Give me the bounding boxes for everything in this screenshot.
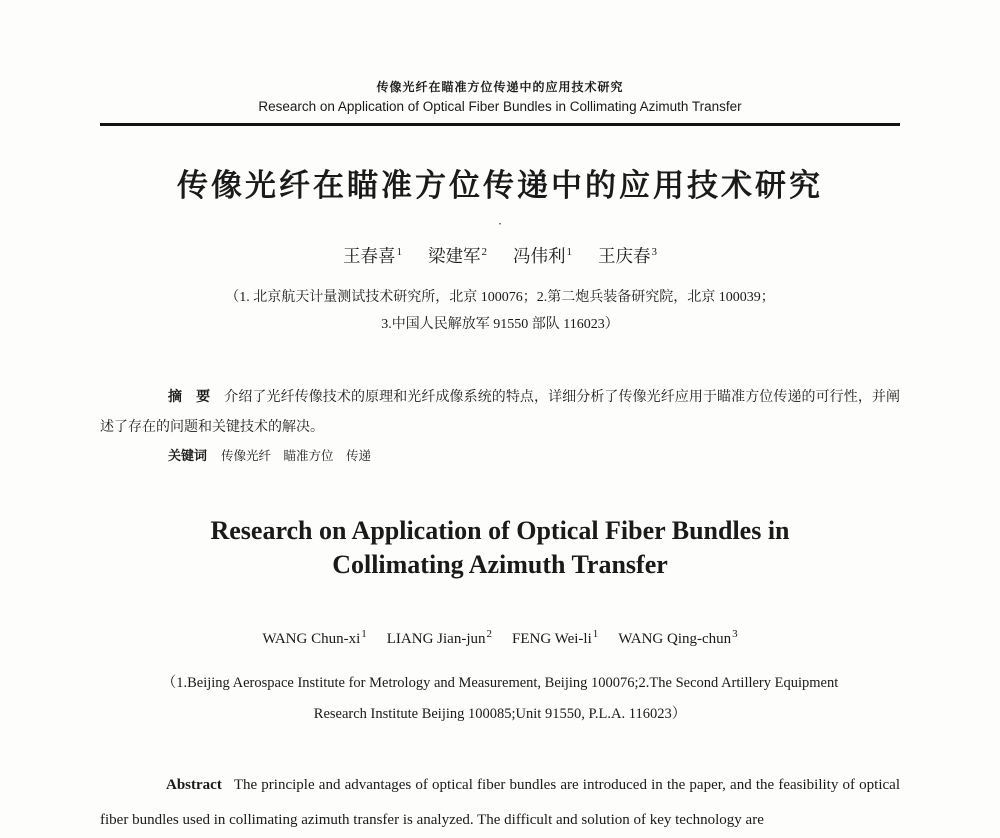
keywords-cn	[100, 445, 900, 464]
author-name: 冯伟利	[513, 246, 566, 266]
author-cn	[598, 246, 657, 266]
author-cn	[513, 246, 572, 266]
affiliation-en-line1: （1.Beijing Aerospace Institute for Metrology and Measurement, Beijing 100076;2.The Second Artillery Equipment	[161, 675, 839, 691]
author-sup: 3	[651, 246, 657, 259]
author-sup: 1	[361, 628, 367, 640]
affiliation-en-line2: Research Institute Beijing 100085;Unit 91550, P.L.A. 116023）	[313, 706, 687, 722]
author-name: FENG Wei-li	[511, 631, 592, 647]
paper-title-en	[100, 514, 900, 582]
authors-cn	[100, 243, 900, 268]
affiliation-cn-line1: （1. 北京航天计量测试技术研究所，北京 100076；2.第二炮兵装备研究院，北京 100039；	[225, 290, 775, 305]
affiliation-cn	[100, 284, 900, 338]
affiliation-cn-line2: 3.中国人民解放军 91550 部队 116023）	[381, 317, 619, 332]
paper-title-en-line2: Collimating Azimuth Transfer	[332, 550, 668, 579]
author-cn	[343, 246, 402, 266]
author-name: 王春喜	[343, 246, 396, 266]
author-name: WANG Chun-xi	[262, 631, 361, 647]
author-name: WANG Qing-chun	[618, 631, 732, 647]
author-sup: 1	[566, 246, 572, 259]
author-en	[511, 628, 599, 647]
abstract-cn-label: 摘 要	[168, 389, 211, 405]
author-sup: 2	[481, 246, 487, 259]
paper-title-cn: 传像光纤在瞄准方位传递中的应用技术研究	[177, 168, 823, 204]
keywords-label: 关键词	[168, 449, 208, 464]
header-rule	[100, 123, 900, 126]
paper-page	[100, 0, 900, 838]
author-sup: 3	[732, 628, 738, 640]
running-title-en: Research on Application of Optical Fiber Bundles in Collimating Azimuth Transfer	[258, 99, 742, 114]
running-head	[100, 78, 900, 114]
author-sup: 2	[486, 628, 492, 640]
author-en	[262, 628, 367, 647]
running-title-cn: 传像光纤在瞄准方位传递中的应用技术研究	[376, 80, 624, 94]
abstract-en-label: Abstract	[166, 777, 222, 793]
paper-title-en-line1: Research on Application of Optical Fiber Bundles in	[210, 516, 790, 545]
author-en	[386, 628, 492, 647]
abstract-en-text: The principle and advantages of optical fiber bundles are introduced in the paper, and the feasibility of optical fiber bundles used in collimating azimuth transfer is analyzed. The difficult and solution of key technology are	[100, 777, 900, 828]
title-dot: ·	[497, 216, 503, 231]
keywords-text: 传像光纤 瞄准方位 传递	[221, 449, 372, 463]
author-name: 梁建军	[428, 246, 481, 266]
authors-en	[100, 628, 900, 648]
author-name: LIANG Jian-jun	[386, 631, 486, 647]
author-sup: 1	[592, 628, 599, 640]
abstract-en	[100, 768, 900, 838]
abstract-cn-text: 介绍了光纤传像技术的原理和光纤成像系统的特点，详细分析了传像光纤应用于瞄准方位传递的可行性，并阐述了存在的问题和关键技术的解决。	[100, 390, 901, 435]
author-cn	[428, 246, 487, 266]
author-sup: 1	[396, 246, 402, 259]
affiliation-en	[100, 668, 900, 730]
author-name: 王庆春	[598, 246, 651, 266]
abstract-cn	[100, 382, 900, 443]
author-en	[618, 628, 738, 647]
